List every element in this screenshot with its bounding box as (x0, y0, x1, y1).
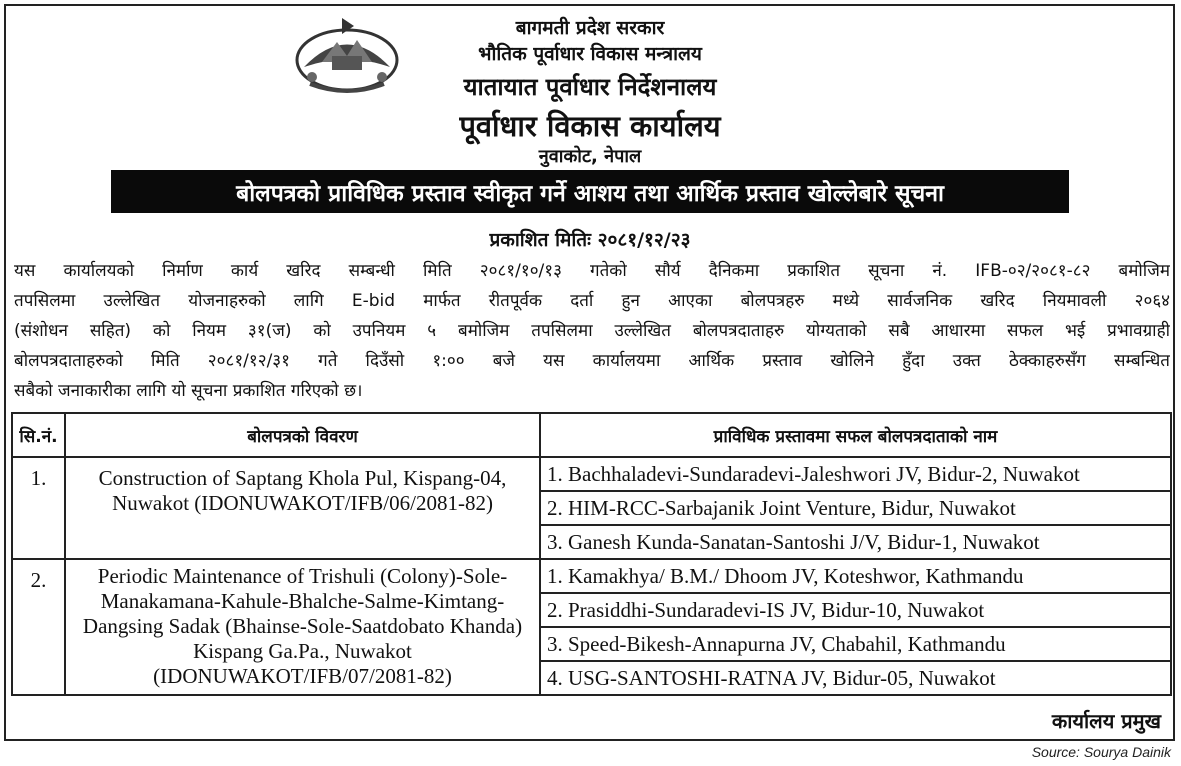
body-line: सबैको जनाकारीका लागि यो सूचना प्रकाशित गरिएको छ। (14, 381, 363, 401)
bidder-name: 1. Kamakhya/ B.M./ Dhoom JV, Koteshwor, Kathmandu (540, 559, 1171, 593)
serial-number: 2. (12, 559, 65, 695)
serial-number: 1. (12, 457, 65, 559)
office-location: नुवाकोट, नेपाल (538, 146, 642, 167)
table-row (12, 559, 1171, 593)
notice-body (14, 256, 1170, 406)
bidder-name: 4. USG-SANTOSHI-RATNA JV, Bidur-05, Nuwakot (540, 661, 1171, 695)
body-line: बोलपत्रदाताहरुको मिति २०८१/१२/३१ गते दिउँसो १:०० बजे यस कार्यालयमा आर्थिक प्रस्ताव खोलिने हुँदा उक्त ठेक्काहरुसँग सम्बन्धित (14, 351, 1170, 371)
directorate-name: यातायात पूर्वाधार निर्देशनालय (463, 73, 717, 101)
body-line: (संशोधन सहित) को नियम ३१(ज) को उपनियम ५ बमोजिम तपसिलमा उल्लेखित बोलपत्रदाताहरु योग्यताको सबै आधारमा सफल भई प्रभावग्राही (14, 321, 1170, 341)
bidder-name: 3. Speed-Bikesh-Annapurna JV, Chabahil, Kathmandu (540, 627, 1171, 661)
bidder-name: 1. Bachhaladevi-Sundaradevi-Jaleshwori JV, Bidur-2, Nuwakot (540, 457, 1171, 491)
notice-title: बोलपत्रको प्राविधिक प्रस्ताव स्वीकृत गर्ने आशय तथा आर्थिक प्रस्ताव खोल्लेबारे सूचना (111, 170, 1069, 213)
header-serial: सि.नं. (12, 413, 65, 457)
body-line: तपसिलमा उल्लेखित योजनाहरुको लागि E-bid मार्फत रीतपूर्वक दर्ता हुन आएका बोलपत्रहरु मध्ये सार्वजनिक खरिद नियमावली २०६४ (14, 291, 1170, 311)
office-name: पूर्वाधार विकास कार्यालय (459, 109, 721, 143)
province-government: बागमती प्रदेश सरकार (515, 17, 665, 39)
contract-description: Construction of Saptang Khola Pul, Kispang-04, Nuwakot (IDONUWAKOT/IFB/06/2081-82) (65, 457, 540, 559)
signatory-title: कार्यालय प्रमुख (1051, 709, 1161, 733)
published-date: प्रकाशित मितिः २०८१/१२/२३ (489, 229, 691, 251)
bidders-table (11, 412, 1172, 696)
header-bidder: प्राविधिक प्रस्तावमा सफल बोलपत्रदाताको नाम (540, 413, 1171, 457)
source-credit: Source: Sourya Dainik (1031, 744, 1171, 760)
header-description: बोलपत्रको विवरण (65, 413, 540, 457)
bidder-name: 3. Ganesh Kunda-Sanatan-Santoshi J/V, Bidur-1, Nuwakot (540, 525, 1171, 559)
table-header-row (12, 413, 1171, 457)
ministry-name: भौतिक पूर्वाधार विकास मन्त्रालय (478, 43, 702, 65)
table-row (12, 457, 1171, 491)
contract-description: Periodic Maintenance of Trishuli (Colony)-Sole-Manakamana-Kahule-Bhalche-Salme-Kimtang-Dangsing Sadak (Bhainse-Sole-Saatdobato Khanda) Kispang Ga.Pa., Nuwakot (IDONUWAKOT/IFB/07/2081-82) (65, 559, 540, 695)
bidder-name: 2. Prasiddhi-Sundaradevi-IS JV, Bidur-10, Nuwakot (540, 593, 1171, 627)
body-line: यस कार्यालयको निर्माण कार्य खरिद सम्बन्धी मिति २०८१/१०/१३ गतेको सौर्य दैनिकमा प्रकाशित सूचना नं. IFB-०२/२०८१-८२ बमोजिम (14, 261, 1170, 281)
bidder-name: 2. HIM-RCC-Sarbajanik Joint Venture, Bidur, Nuwakot (540, 491, 1171, 525)
